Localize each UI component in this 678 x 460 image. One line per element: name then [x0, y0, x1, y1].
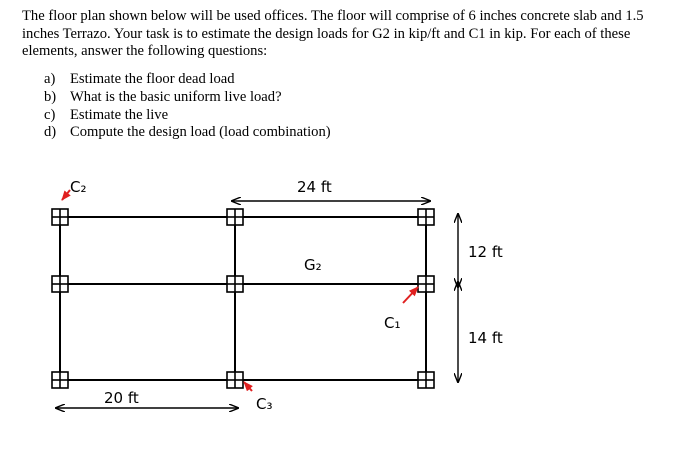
question-text: Compute the design load (load combination): [70, 124, 331, 141]
column-marker: [52, 276, 68, 292]
question-mark: d): [44, 124, 57, 141]
column-marker: [227, 372, 243, 388]
question-mark: c): [44, 106, 56, 123]
label-right-upper-dimension: 12 ft: [468, 243, 503, 261]
column-marker: [52, 209, 68, 225]
column-marker: [52, 372, 68, 388]
label-g2: G₂: [304, 256, 322, 274]
question-mark: b): [44, 88, 57, 105]
column-marker: [418, 276, 434, 292]
c1-pointer: [403, 287, 418, 303]
label-c3: C₃: [256, 395, 273, 413]
question-mark: a): [44, 71, 56, 87]
column-marker: [418, 372, 434, 388]
beam-lines: [60, 217, 427, 380]
label-c2: C₂: [70, 178, 87, 196]
c2-pointer: [62, 190, 70, 200]
dimension-lines: [56, 201, 458, 408]
column-marker: [227, 209, 243, 225]
column-marker: [227, 276, 243, 292]
column-marker: [418, 209, 434, 225]
columns: [52, 209, 434, 388]
label-bottom-dimension: 20 ft: [104, 389, 139, 407]
question-text: What is the basic uniform live load?: [70, 88, 282, 105]
problem-statement: The floor plan shown below will be used offices. The floor will comprise of 6 inches concrete slab and 1.5 inches Terrazo. Your task is to estimate the design loads for G2 in kip/ft and C1 in kip. For each of these elements, answer the following questions:: [22, 8, 644, 60]
question-text: Estimate the live: [70, 106, 169, 123]
label-right-lower-dimension: 14 ft: [468, 329, 503, 347]
label-c1: C₁: [384, 314, 401, 332]
label-top-dimension: 24 ft: [297, 178, 332, 196]
c3-pointer: [244, 382, 252, 391]
question-text: Estimate the floor dead load: [70, 71, 235, 87]
